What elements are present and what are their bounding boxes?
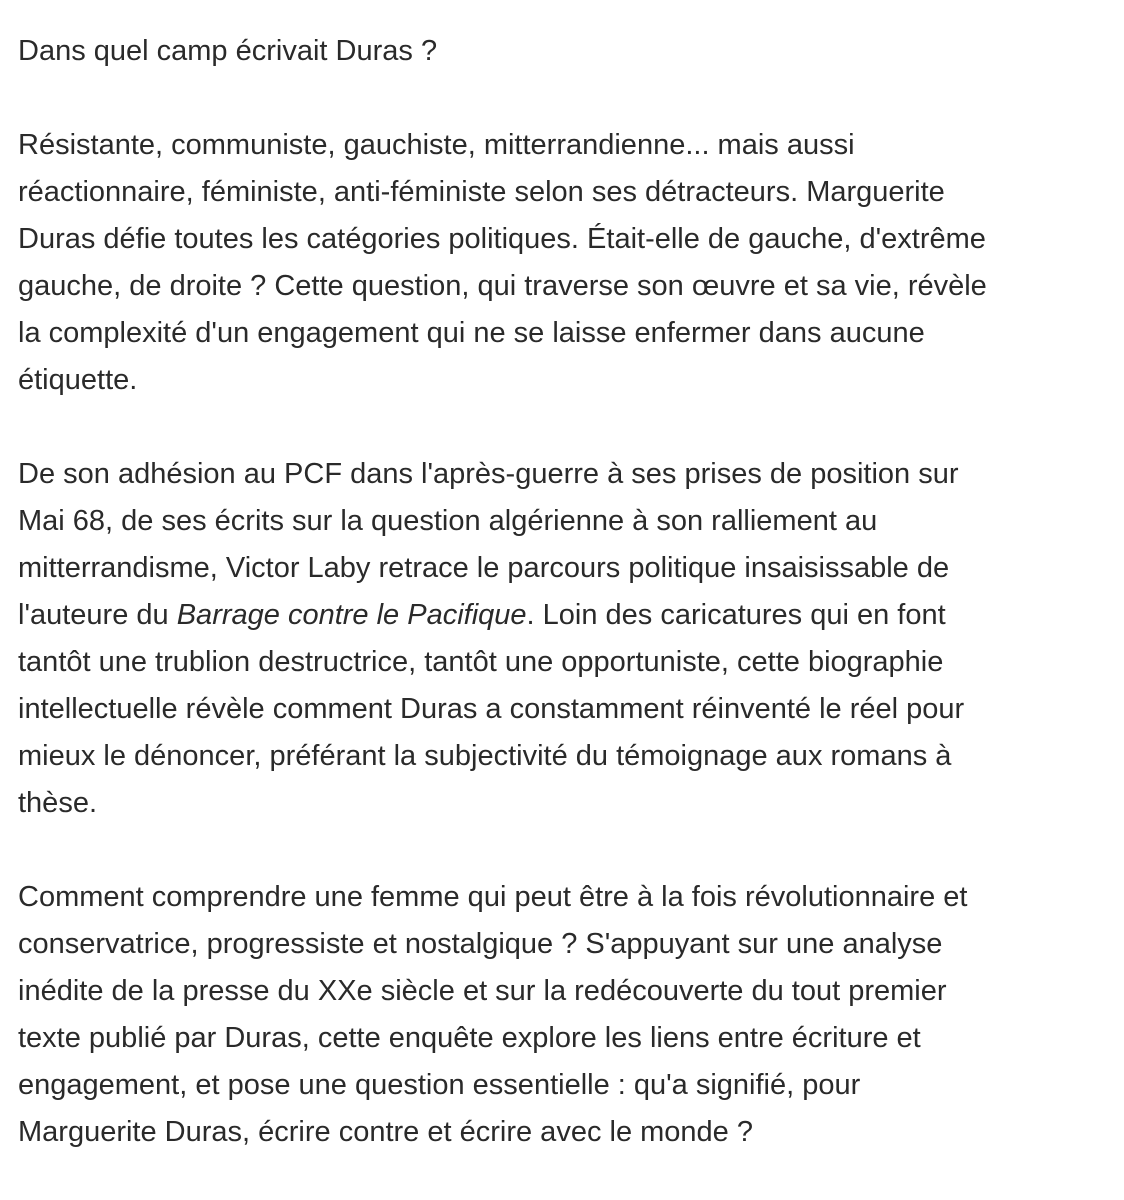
paragraph-line: conservatrice, progressiste et nostalgique ? S'appuyant sur une analyse bbox=[18, 928, 943, 960]
paragraph-line: intellectuelle révèle comment Duras a constamment réinventé le réel pour bbox=[18, 693, 965, 725]
paragraph-line: gauche, de droite ? Cette question, qui traverse son œuvre et sa vie, révèle bbox=[18, 270, 987, 302]
paragraph-line: la complexité d'un engagement qui ne se laisse enfermer dans aucune bbox=[18, 317, 925, 349]
line-text-after: . Loin des caricatures qui en font bbox=[526, 599, 946, 631]
paragraph-line: mitterrandisme, Victor Laby retrace le parcours politique insaisissable de bbox=[18, 552, 950, 584]
heading-text: Dans quel camp écrivait Duras ? bbox=[18, 35, 438, 67]
paragraph-line: Duras défie toutes les catégories politiques. Était-elle de gauche, d'extrême bbox=[18, 223, 986, 255]
paragraph-line: étiquette. bbox=[18, 364, 138, 396]
paragraph-line: thèse. bbox=[18, 787, 97, 819]
paragraph-2 bbox=[18, 451, 1106, 827]
paragraph-line: Comment comprendre une femme qui peut être à la fois révolutionnaire et bbox=[18, 881, 968, 913]
paragraph-line: inédite de la presse du XXe siècle et sur la redécouverte du tout premier bbox=[18, 975, 947, 1007]
line-text-before: l'auteure du bbox=[18, 599, 177, 631]
paragraph-line: texte publié par Duras, cette enquête explore les liens entre écriture et bbox=[18, 1022, 921, 1054]
paragraph-line: Résistante, communiste, gauchiste, mitterrandienne... mais aussi bbox=[18, 129, 855, 161]
paragraph-line: Marguerite Duras, écrire contre et écrire avec le monde ? bbox=[18, 1116, 753, 1148]
paragraph-line: engagement, et pose une question essentielle : qu'a signifié, pour bbox=[18, 1069, 861, 1101]
paragraph-line: De son adhésion au PCF dans l'après-guerre à ses prises de position sur bbox=[18, 458, 959, 490]
paragraph-line-with-title bbox=[18, 592, 1106, 639]
paragraph-line: mieux le dénoncer, préférant la subjectivité du témoignage aux romans à bbox=[18, 740, 952, 772]
paragraph-line: tantôt une trublion destructrice, tantôt une opportuniste, cette biographie bbox=[18, 646, 944, 678]
paragraph-1 bbox=[18, 122, 1106, 404]
paragraph-3 bbox=[18, 874, 1106, 1156]
paragraph-line: Mai 68, de ses écrits sur la question algérienne à son ralliement au bbox=[18, 505, 878, 537]
paragraph-line: réactionnaire, féministe, anti-féministe selon ses détracteurs. Marguerite bbox=[18, 176, 945, 208]
document-heading bbox=[18, 28, 1106, 75]
book-title: Barrage contre le Pacifique bbox=[176, 599, 527, 631]
